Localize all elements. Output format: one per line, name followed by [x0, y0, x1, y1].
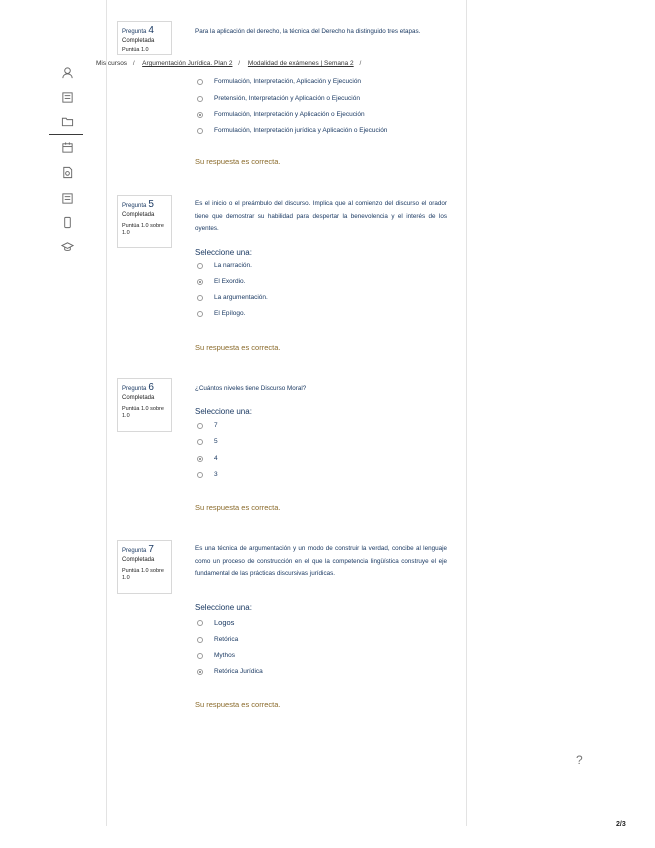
question-info-4 [117, 21, 172, 55]
answer-option[interactable] [197, 278, 245, 285]
question-text-6: ¿Cuántos niveles tiene Discurso Moral? [195, 385, 307, 392]
option-label: Formulación, Interpretación jurídica y Aplicación o Ejecución [214, 127, 388, 134]
question-state: Completada [122, 557, 155, 563]
radio-button[interactable] [197, 423, 203, 429]
option-label: Mythos [214, 652, 235, 659]
question-state: Completada [122, 212, 155, 218]
breadcrumb-item-course[interactable]: Argumentación Jurídica. Plan 2 [142, 60, 233, 67]
answer-option[interactable] [197, 95, 360, 102]
option-label: 3 [214, 471, 218, 478]
answer-option[interactable] [197, 471, 218, 478]
help-icon[interactable]: ? [576, 753, 583, 767]
option-label: La narración. [214, 262, 252, 269]
option-label: 5 [214, 438, 218, 445]
select-one-label: Seleccione una: [195, 407, 252, 416]
feedback-correct: Su respuesta es correcta. [195, 157, 281, 166]
folder-icon[interactable] [61, 115, 74, 128]
breadcrumb [96, 60, 367, 67]
question-points: Puntúa 1.0 sobre 1.0 [122, 223, 164, 236]
answer-option[interactable] [197, 78, 361, 85]
radio-button[interactable] [197, 311, 203, 317]
option-label: El Exordio. [214, 278, 246, 285]
option-label: Retórica Jurídica [214, 668, 263, 675]
feedback-correct: Su respuesta es correcta. [195, 343, 281, 352]
question-text-5: Es el inicio o el preámbulo del discurso. Implica que al comienzo del discurso el orador tiene que demostrar su habilidad para despertar la benevolencia y el interés de los oyentes. [195, 200, 447, 232]
radio-button[interactable] [197, 263, 203, 269]
question-points: Puntúa 1.0 sobre 1.0 [122, 568, 164, 581]
phone-icon[interactable] [61, 216, 74, 229]
option-label: Formulación, Interpretación, Aplicación y Ejecución [214, 78, 362, 85]
content-right-border [466, 0, 467, 826]
option-label: 7 [214, 422, 218, 429]
option-label: 4 [214, 455, 218, 462]
document-icon[interactable] [61, 166, 74, 179]
radio-button[interactable] [197, 637, 203, 643]
radio-button-selected[interactable] [197, 279, 203, 285]
question-info-5 [117, 195, 172, 248]
option-label: Logos [214, 618, 235, 627]
answer-option[interactable] [197, 310, 245, 317]
answer-option[interactable] [197, 438, 218, 445]
question-points: Puntúa 1.0 sobre 1.0 [122, 406, 164, 419]
question-points: Puntúa 1.0 [122, 47, 149, 51]
answer-option[interactable] [197, 455, 218, 462]
radio-button-selected[interactable] [197, 456, 203, 462]
answer-option[interactable] [197, 652, 235, 659]
radio-button-selected[interactable] [197, 112, 203, 118]
calendar-icon[interactable] [61, 141, 74, 154]
radio-button[interactable] [197, 96, 203, 102]
select-one-label: Seleccione una: [195, 603, 252, 612]
answer-option[interactable] [197, 111, 365, 118]
question-text-7: Es una técnica de argumentación y un modo de construir la verdad, concibe al lenguaje como un proceso de construcción en el que la competencia lingüística construye el eje fundamental de las prácticas discursivas jurídicas. [195, 545, 447, 577]
radio-button[interactable] [197, 653, 203, 659]
answer-option[interactable] [197, 262, 252, 269]
radio-button[interactable] [197, 472, 203, 478]
answer-option[interactable] [197, 668, 263, 675]
library-icon[interactable] [61, 192, 74, 205]
book-icon[interactable] [61, 91, 74, 104]
breadcrumb-item-section[interactable]: Modalidad de exámenes | Semana 2 [247, 60, 354, 67]
sidebar-active-indicator [49, 134, 83, 135]
question-number-5: Pregunta 5 [122, 199, 154, 210]
radio-button-selected[interactable] [197, 669, 203, 675]
option-label: Retórica [214, 636, 239, 643]
breadcrumb-separator: / [359, 60, 362, 67]
answer-option[interactable] [197, 127, 387, 134]
page-number: 2/3 [616, 821, 626, 828]
radio-button[interactable] [197, 128, 203, 134]
question-text-4: Para la aplicación del derecho, la técnica del Derecho ha distinguido tres etapas. [195, 28, 421, 35]
question-info-6 [117, 378, 172, 432]
question-state: Completada [122, 395, 155, 401]
breadcrumb-separator: / [238, 60, 241, 67]
question-number-7: Pregunta 7 [122, 544, 154, 555]
breadcrumb-item-mis-cursos[interactable]: Mis cursos [96, 60, 128, 67]
radio-button[interactable] [197, 295, 203, 301]
option-label: El Epílogo. [214, 310, 246, 317]
option-label: La argumentación. [214, 294, 268, 301]
feedback-correct: Su respuesta es correcta. [195, 503, 281, 512]
answer-option[interactable] [197, 636, 238, 643]
breadcrumb-separator: / [132, 60, 135, 67]
answer-option[interactable] [197, 618, 234, 627]
option-label: Pretensión, Interpretación y Aplicación o Ejecución [214, 95, 360, 102]
radio-button[interactable] [197, 79, 203, 85]
select-one-label: Seleccione una: [195, 248, 252, 257]
question-info-7 [117, 540, 172, 594]
answer-option[interactable] [197, 294, 268, 301]
graduation-cap-icon[interactable] [61, 240, 74, 253]
user-icon[interactable] [61, 66, 74, 79]
question-state: Completada [122, 38, 155, 44]
question-number-4: Pregunta 4 [122, 25, 154, 36]
content-left-border [106, 0, 107, 826]
option-label: Formulación, Interpretación y Aplicación o Ejecución [214, 111, 365, 118]
radio-button[interactable] [197, 439, 203, 445]
feedback-correct: Su respuesta es correcta. [195, 700, 281, 709]
answer-option[interactable] [197, 422, 218, 429]
radio-button[interactable] [197, 620, 203, 626]
question-number-6: Pregunta 6 [122, 382, 154, 393]
